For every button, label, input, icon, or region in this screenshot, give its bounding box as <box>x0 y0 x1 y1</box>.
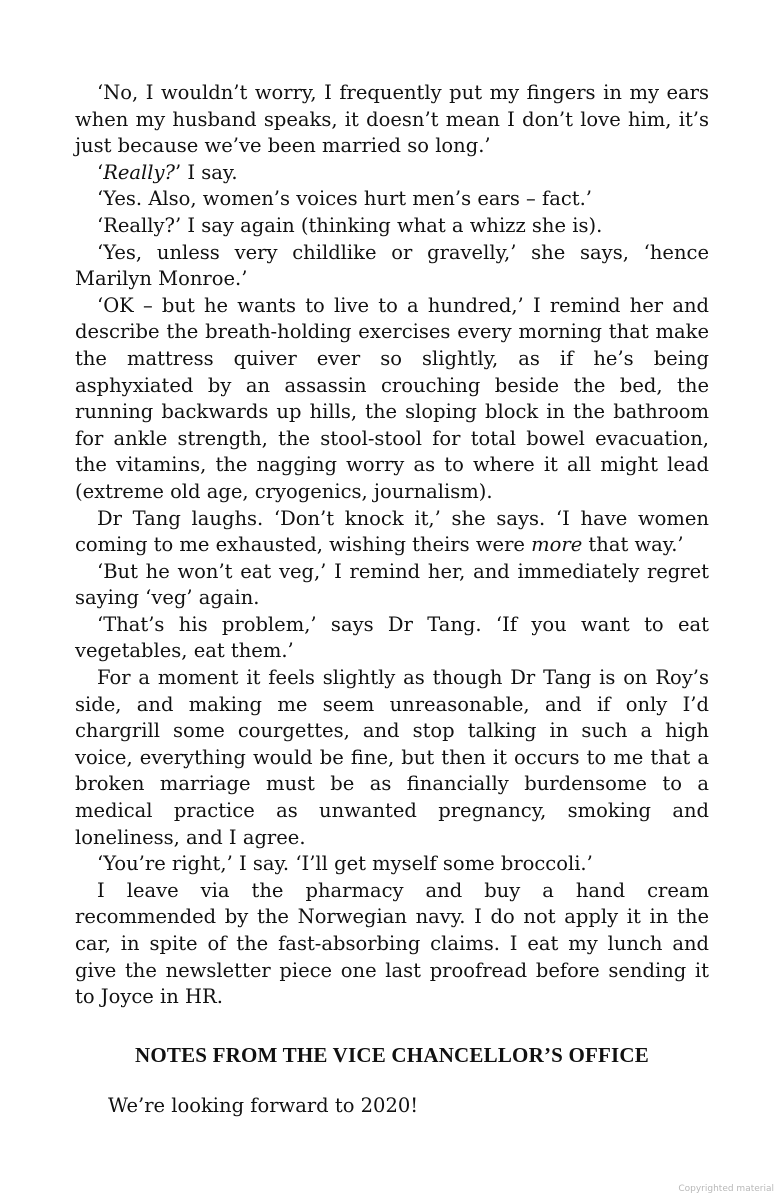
section-heading: NOTES FROM THE VICE CHANCELLOR’S OFFICE <box>134 1042 649 1067</box>
paragraph-9: ‘That’s his problem,’ says Dr Tang. ‘If you want to eat vegetables, eat them.’ <box>75 612 709 663</box>
paragraph-11: ‘You’re right,’ I say. ‘I’ll get myself some broccoli.’ <box>97 852 593 876</box>
paragraph-3: ‘Yes. Also, women’s voices hurt men’s ears – fact.’ <box>97 187 592 211</box>
section-body: We’re looking forward to 2020! <box>108 1093 419 1117</box>
emphasis-text: Really? <box>103 160 175 184</box>
narrative-text <box>75 80 709 1011</box>
copyright-watermark: Copyrighted material <box>678 1184 774 1194</box>
paragraph-1: ‘No, I wouldn’t worry, I frequently put my fingers in my ears when my husband speaks, it doesn’t mean I don’t love him, it’s just because we’ve been married so long.’ <box>75 81 709 158</box>
emphasis-text: more <box>531 533 583 557</box>
paragraph-10: For a moment it feels slightly as though Dr Tang is on Roy’s side, and making me seem unreasonable, and if only I’d chargrill some courgettes, and stop talking in such a high voice, everything would be fine, but then it occurs to me that a broken marriage must be as financially burdensome to a medical practice as unwanted pregnancy, smoking and loneliness, and I agree. <box>75 666 709 849</box>
book-page <box>75 80 709 1119</box>
paragraph-8: ‘But he won’t eat veg,’ I remind her, and immediately regret saying ‘veg’ again. <box>75 559 709 610</box>
paragraph-5: ‘Yes, unless very childlike or gravelly,’ she says, ‘hence Marilyn Monroe.’ <box>75 240 709 291</box>
paragraph-12: I leave via the pharmacy and buy a hand cream recommended by the Norwegian navy. I do not apply it in the car, in spite of the fast-absorbing claims. I eat my lunch and give the newsletter piece one last proofread before sending it to Joyce in HR. <box>75 878 709 1009</box>
paragraph-4: ‘Really?’ I say again (thinking what a whizz she is). <box>97 213 603 237</box>
paragraph-2: ‘Really?’ I say. <box>97 160 238 184</box>
paragraph-6: ‘OK – but he wants to live to a hundred,’ I remind her and describe the breath-holding exercises every morning that make the mattress quiver ever so slightly, as if he’s being asphyxiated by an assassin crouching beside the bed, the running backwards up hills, the sloping block in the bathroom for ankle strength, the stool-stool for total bowel evacuation, the vitamins, the nagging worry as to where it all might lead (extreme old age, cryogenics, journalism). <box>75 293 709 503</box>
paragraph-7: Dr Tang laughs. ‘Don’t knock it,’ she says. ‘I have women coming to me exhausted, wishing theirs were more that way.’ <box>75 506 709 557</box>
